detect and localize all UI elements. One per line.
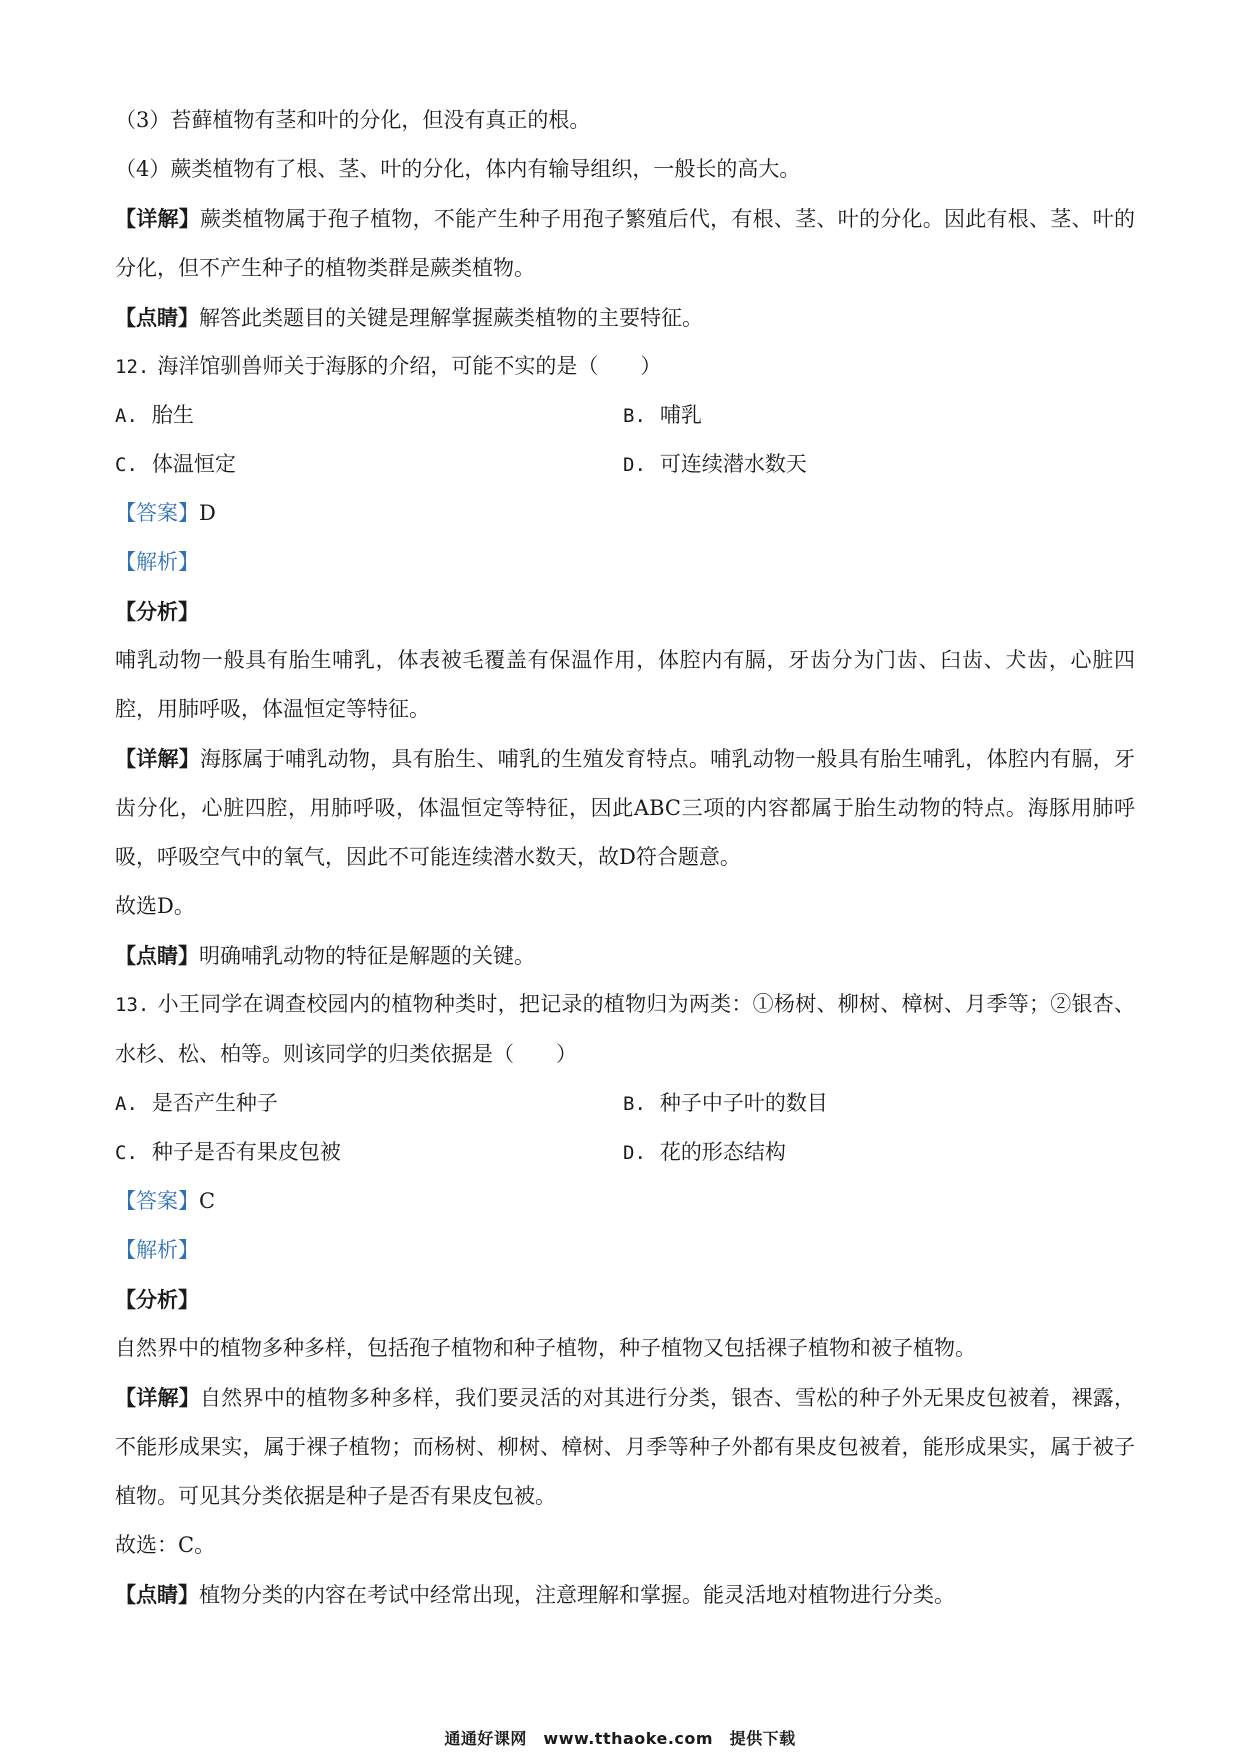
- option-text: 种子中子叶的数目: [659, 1091, 828, 1115]
- option-letter: C.: [115, 1142, 138, 1164]
- fenxi-tag: 【分析】: [115, 599, 199, 624]
- q12-fenxi-heading: [115, 587, 1135, 636]
- analysis-tag: 【解析】: [115, 1238, 199, 1262]
- point-tag: 【点睛】: [115, 943, 199, 968]
- option-a: [115, 1079, 623, 1128]
- q13-answer: [115, 1177, 1135, 1226]
- option-text: 是否产生种子: [151, 1091, 278, 1115]
- question-number: 13.: [115, 994, 150, 1016]
- q13-options-row-1: [115, 1079, 1135, 1128]
- point-text: 植物分类的内容在考试中经常出现，注意理解和掌握。能灵活地对植物进行分类。: [199, 1583, 955, 1607]
- question-stem: 小王同学在调查校园内的植物种类时，把记录的植物归为两类：①杨树、柳树、樟树、月季等；②银杏、水杉、松、柏等。则该同学的归类依据是（ ）: [115, 992, 1135, 1066]
- q12-options-row-2: [115, 440, 1135, 489]
- fenxi-tag: 【分析】: [115, 1287, 199, 1312]
- option-text: 体温恒定: [151, 452, 236, 476]
- paragraph-p4: （4）蕨类植物有了根、茎、叶的分化，体内有输导组织，一般长的高大。: [115, 157, 801, 181]
- point-text: 解答此类题目的关键是理解掌握蕨类植物的主要特征。: [199, 306, 703, 330]
- option-letter: D.: [623, 1142, 646, 1164]
- option-letter: D.: [623, 454, 646, 476]
- option-c: [115, 1128, 623, 1177]
- point-tag: 【点睛】: [115, 1582, 199, 1607]
- answer-value: C: [199, 1189, 216, 1213]
- paragraph-p3: （3）苔藓植物有茎和叶的分化，但没有真正的根。: [115, 108, 591, 132]
- option-text: 哺乳: [659, 403, 702, 427]
- point-text: 明确哺乳动物的特征是解题的关键。: [199, 944, 535, 968]
- q12-choose: 故选D。: [115, 894, 195, 918]
- answer-tag: 【答案】: [115, 1189, 199, 1213]
- option-d: [623, 1128, 1131, 1177]
- option-text: 可连续潜水数天: [659, 452, 807, 476]
- option-letter: A.: [115, 1093, 138, 1115]
- detail-text: 海豚属于哺乳动物，具有胎生、哺乳的生殖发育特点。哺乳动物一般具有胎生哺乳，体腔内有膈，牙齿分化，心脏四腔，用肺呼吸，体温恒定等特征，因此ABC三项的内容都属于胎生动物的特点。海豚用肺呼吸，呼吸空气中的氧气，因此不可能连续潜水数天，故D符合题意。: [115, 747, 1136, 869]
- q13-choose: 故选：C。: [115, 1533, 216, 1557]
- q13-point: [115, 1570, 1135, 1619]
- q12-stem: [115, 342, 1135, 391]
- option-text: 花的形态结构: [659, 1140, 786, 1164]
- detail-tag: 【详解】: [115, 1385, 201, 1410]
- option-text: 种子是否有果皮包被: [151, 1140, 341, 1164]
- page-footer: 通通好课网 www.tthaoke.com 提供下载: [444, 1729, 796, 1748]
- q12-options-row-1: [115, 391, 1135, 440]
- option-c: [115, 440, 623, 489]
- q11-detail: [115, 194, 1135, 293]
- option-a: [115, 391, 623, 440]
- option-b: [623, 391, 1131, 440]
- q13-stem: [115, 980, 1135, 1079]
- q13-fenxi-text: 自然界中的植物多种多样，包括孢子植物和种子植物，种子植物又包括裸子植物和被子植物。: [115, 1336, 976, 1360]
- detail-text: 蕨类植物属于孢子植物，不能产生种子用孢子繁殖后代，有根、茎、叶的分化。因此有根、茎、叶的分化，但不产生种子的植物类群是蕨类植物。: [115, 207, 1136, 280]
- option-letter: B.: [623, 1093, 646, 1115]
- question-number: 12.: [115, 356, 150, 378]
- option-letter: C.: [115, 454, 138, 476]
- q11-point: [115, 293, 1135, 342]
- analysis-tag: 【解析】: [115, 550, 199, 574]
- detail-text: 自然界中的植物多种多样，我们要灵活的对其进行分类，银杏、雪松的种子外无果皮包被着，裸露，不能形成果实，属于裸子植物；而杨树、柳树、樟树、月季等种子外都有果皮包被着，能形成果实，属于被子植物。可见其分类依据是种子是否有果皮包被。: [115, 1386, 1136, 1508]
- option-b: [623, 1079, 1131, 1128]
- detail-tag: 【详解】: [115, 746, 201, 771]
- document-page: [115, 96, 1135, 1619]
- detail-tag: 【详解】: [115, 206, 201, 231]
- point-tag: 【点睛】: [115, 305, 199, 330]
- q13-fenxi-heading: [115, 1275, 1135, 1324]
- option-text: 胎生: [151, 403, 194, 427]
- q13-options-row-2: [115, 1128, 1135, 1177]
- question-stem: 海洋馆驯兽师关于海豚的介绍，可能不实的是（ ）: [157, 354, 662, 378]
- answer-tag: 【答案】: [115, 501, 199, 525]
- option-letter: B.: [623, 405, 646, 427]
- answer-value: D: [199, 501, 216, 525]
- q12-analysis-heading: [115, 538, 1135, 587]
- q13-detail: [115, 1373, 1135, 1521]
- option-d: [623, 440, 1131, 489]
- q13-analysis-heading: [115, 1226, 1135, 1275]
- q12-fenxi-text: 哺乳动物一般具有胎生哺乳，体表被毛覆盖有保温作用，体腔内有膈，牙齿分为门齿、臼齿、犬齿，心脏四腔，用肺呼吸，体温恒定等特征。: [115, 648, 1135, 721]
- q12-detail: [115, 734, 1135, 882]
- q12-point: [115, 931, 1135, 980]
- q12-answer: [115, 489, 1135, 538]
- option-letter: A.: [115, 405, 138, 427]
